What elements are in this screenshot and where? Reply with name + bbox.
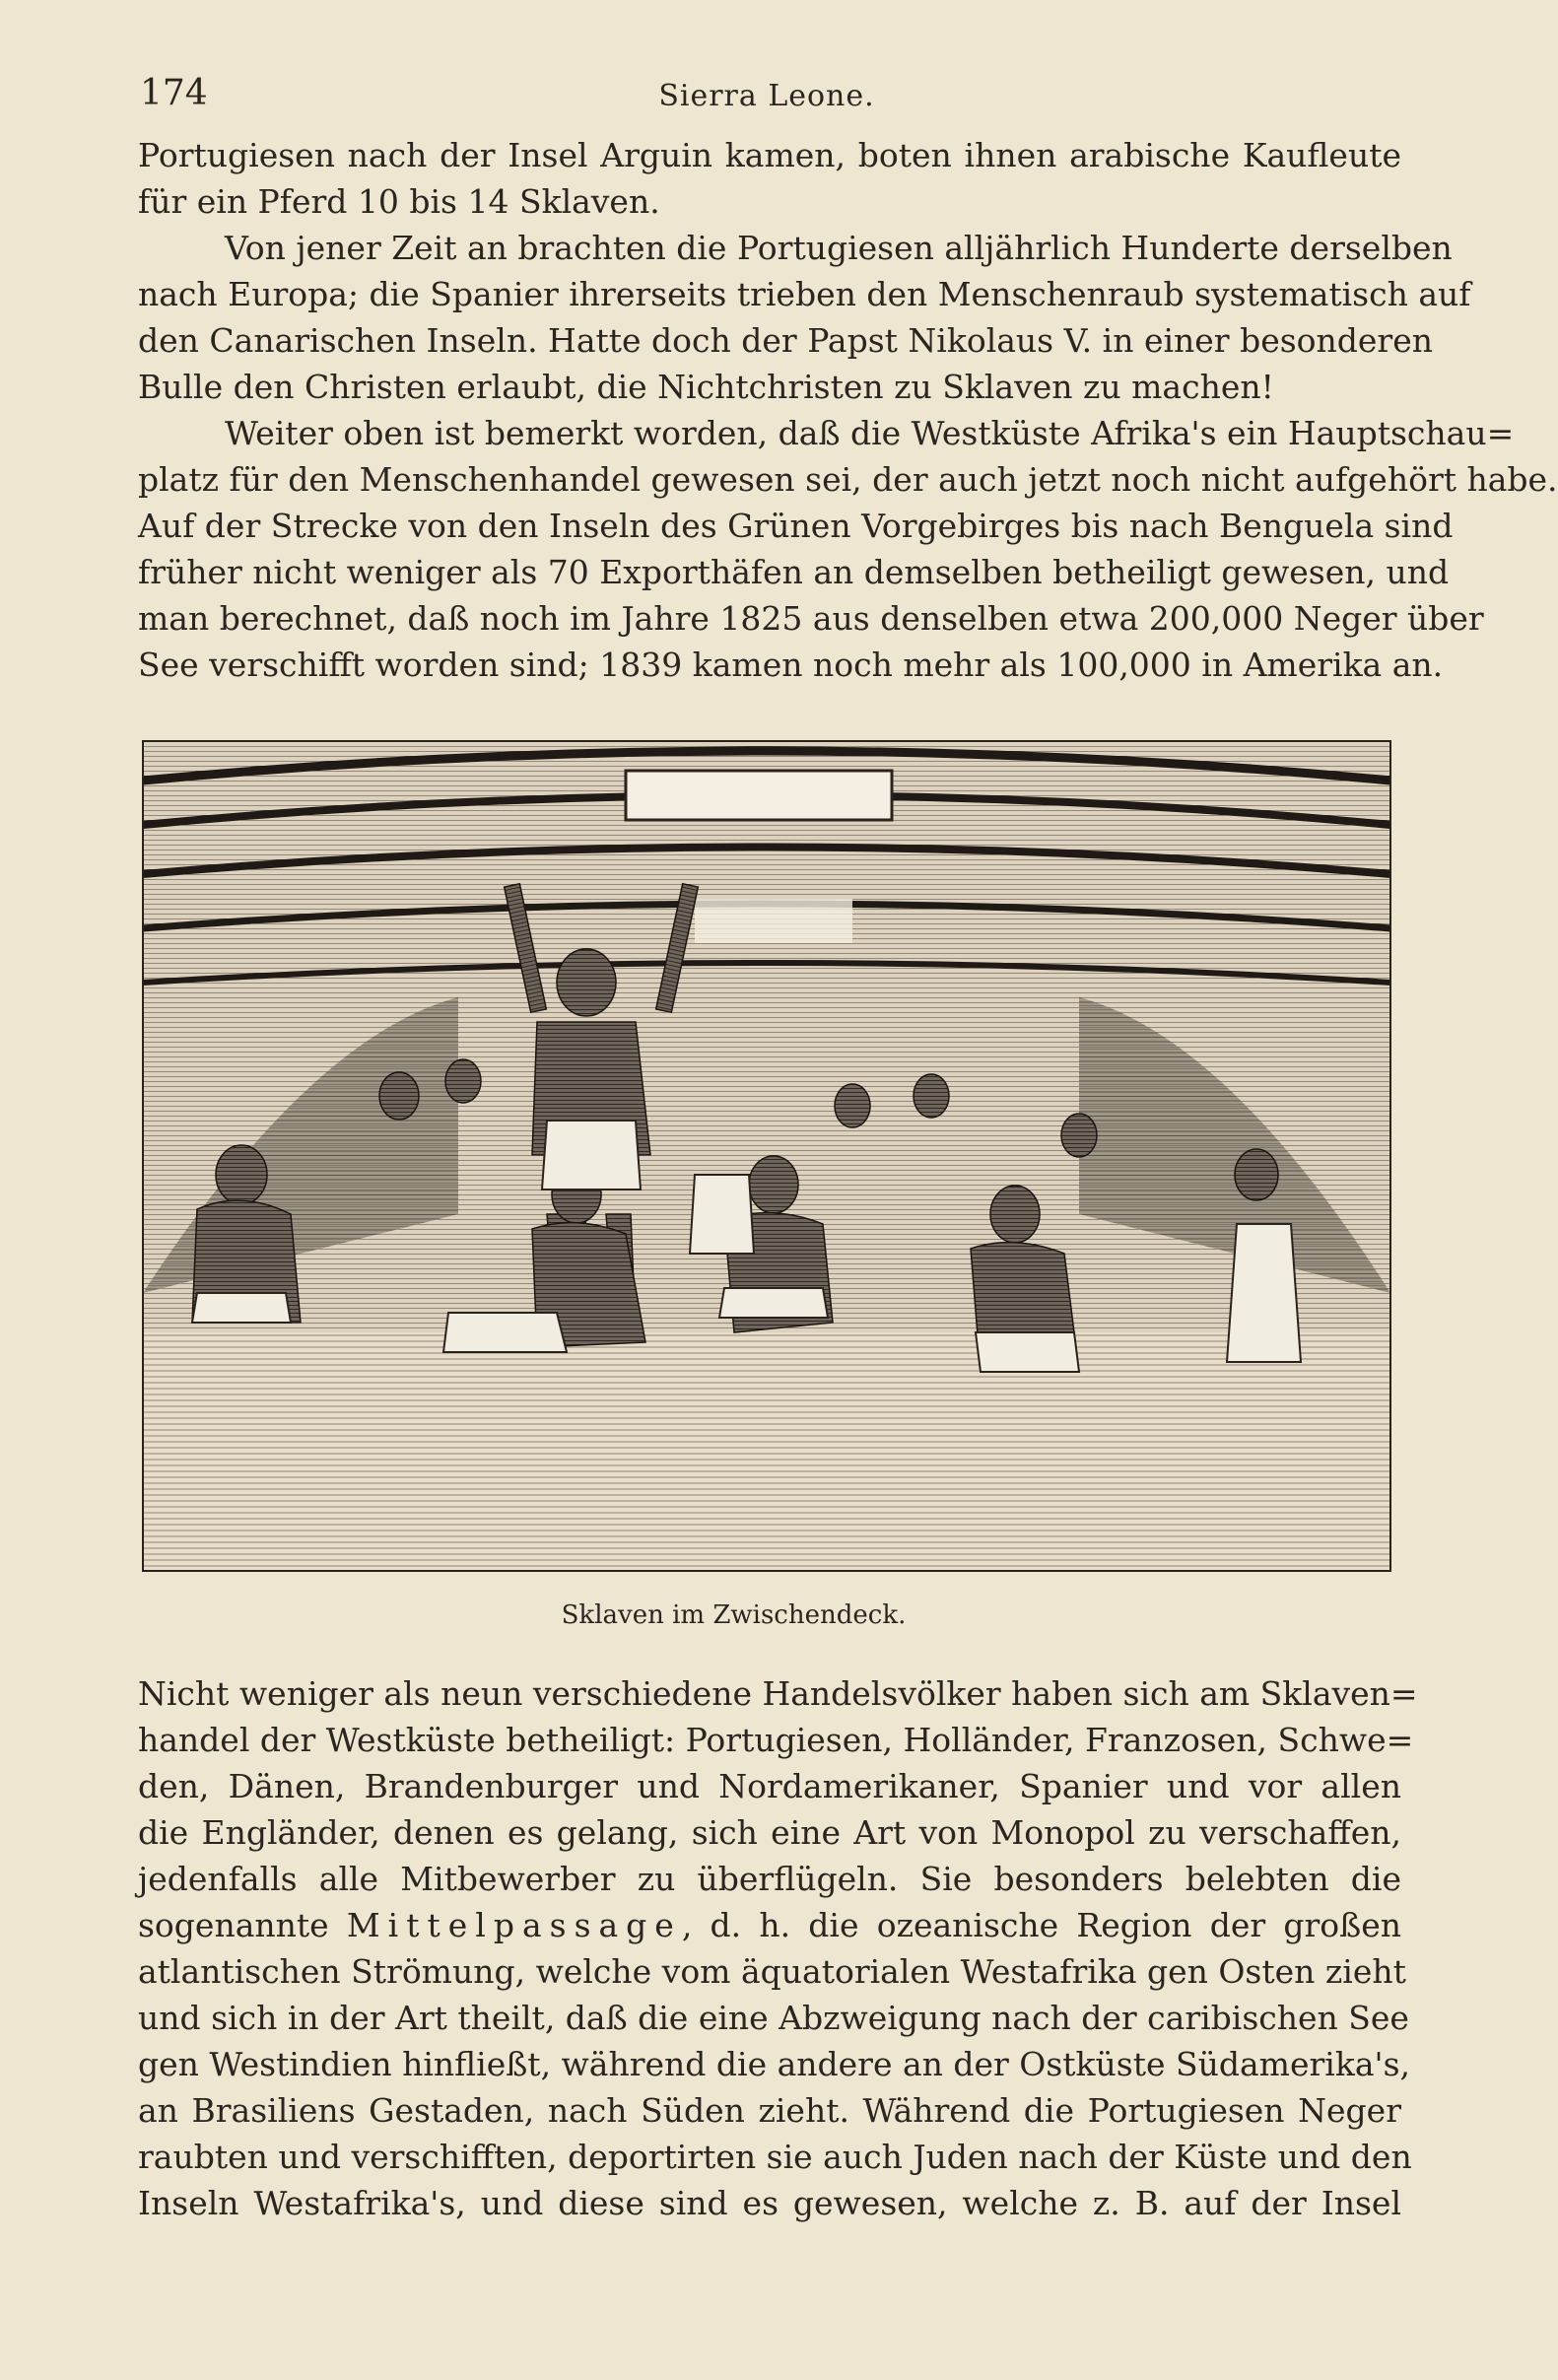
page-header <box>136 73 1397 122</box>
text-line: See verschifft worden sind; 1839 kamen noch mehr als 100,000 in Amerika an. <box>138 646 1444 684</box>
text-line: platz für den Menschenhandel gewesen sei, der auch jetzt noch nicht aufgehört habe. <box>138 460 1558 499</box>
text-line: Portugiesen nach der Insel Arguin kamen, boten ihnen arabische Kaufleute <box>138 136 1401 174</box>
text-line: Weiter oben ist bemerkt worden, daß die Westküste Afrika's ein Hauptschau= <box>225 414 1515 452</box>
text-line: jedenfalls alle Mitbewerber zu überflügeln. Sie besonders belebten die <box>138 1860 1401 1898</box>
figure-caption: Sklaven im Zwischendeck. <box>561 1600 907 1630</box>
text-line: nach Europa; die Spanier ihrerseits trieben den Menschenraub systematisch auf <box>138 275 1471 313</box>
text-fragment: sogenannte <box>138 1906 347 1944</box>
text-line: Bulle den Christen erlaubt, die Nichtchristen zu Sklaven zu machen! <box>138 368 1274 406</box>
text-line: handel der Westküste betheiligt: Portugiesen, Holländer, Franzosen, Schwe= <box>138 1721 1414 1759</box>
text-line: Inseln Westafrika's, und diese sind es gewesen, welche z. B. auf der Insel <box>138 2184 1401 2222</box>
page-number: 174 <box>140 73 208 113</box>
text-line: atlantischen Strömung, welche vom äquatorialen Westafrika gen Osten zieht <box>138 1952 1406 1991</box>
running-title: Sierra Leone. <box>658 79 875 113</box>
text-line: man berechnet, daß noch im Jahre 1825 aus denselben etwa 200,000 Neger über <box>138 599 1484 638</box>
text-line: den Canarischen Inseln. Hatte doch der Papst Nikolaus V. in einer besonderen <box>138 321 1433 360</box>
text-line: und sich in der Art theilt, daß die eine Abzweigung nach der caribischen See <box>138 1999 1409 2037</box>
text-line: an Brasiliens Gestaden, nach Süden zieht. Während die Portugiesen Neger <box>138 2091 1401 2130</box>
text-line: raubten und verschifften, deportirten sie auch Juden nach der Küste und den <box>138 2138 1412 2176</box>
spaced-term: Mittelpassage <box>346 1906 682 1944</box>
text-line: Auf der Strecke von den Inseln des Grünen Vorgebirges bis nach Benguela sind <box>138 507 1454 545</box>
text-line: früher nicht weniger als 70 Exporthäfen an demselben betheiligt gewesen, und <box>138 553 1450 591</box>
engraving-slaves-below-deck <box>143 741 1390 1571</box>
paragraphs-top <box>138 132 1558 688</box>
paragraphs-bottom <box>138 1670 1418 2226</box>
text-line: den, Dänen, Brandenburger und Nordamerikaner, Spanier und vor allen <box>138 1767 1401 1805</box>
text-line: Von jener Zeit an brachten die Portugiesen alljährlich Hunderte derselben <box>225 229 1453 267</box>
text-line: gen Westindien hinfließt, während die andere an der Ostküste Südamerika's, <box>138 2045 1410 2083</box>
text-fragment: , d. h. die ozeanische Region der großen <box>681 1906 1401 1944</box>
text-line-with-spaced-term <box>138 1902 1401 1948</box>
text-line: Nicht weniger als neun verschiedene Handelsvölker haben sich am Sklaven= <box>138 1674 1418 1713</box>
text-line: die Engländer, denen es gelang, sich eine Art von Monopol zu verschaffen, <box>138 1813 1401 1852</box>
text-line: für ein Pferd 10 bis 14 Sklaven. <box>138 182 660 221</box>
